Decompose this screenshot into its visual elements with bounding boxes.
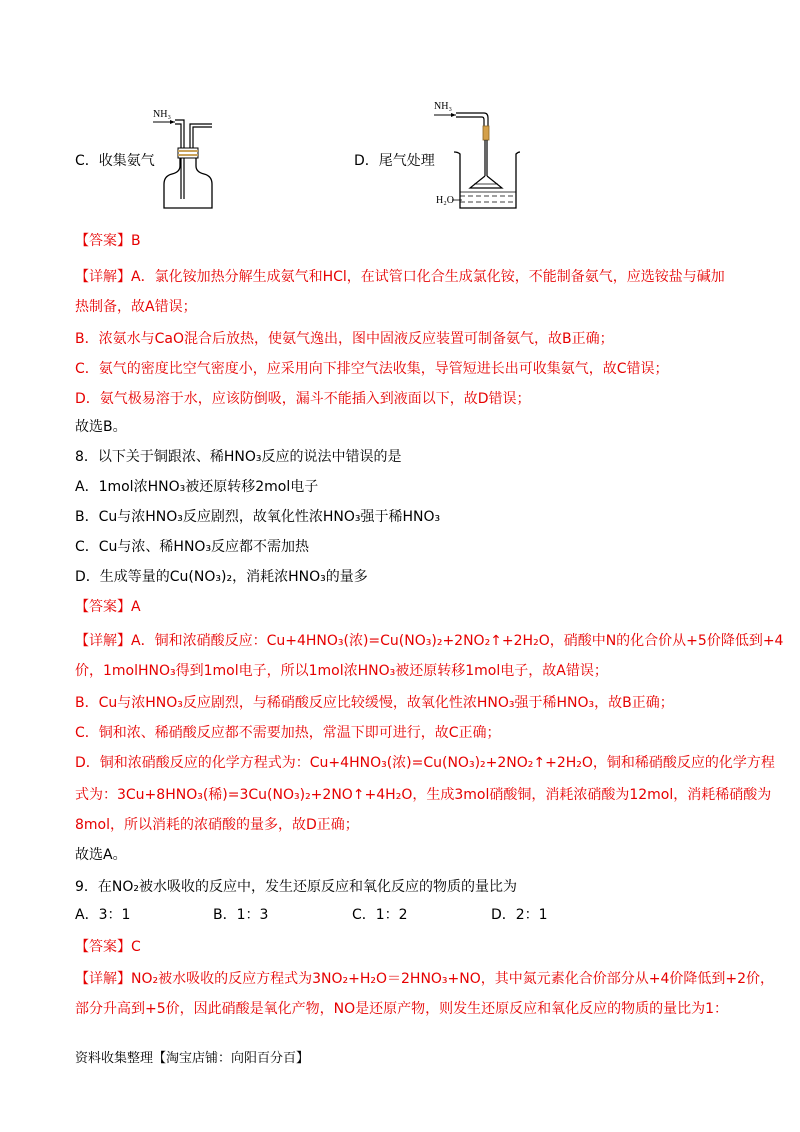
- detail-tag: 【详解】: [75, 971, 131, 987]
- detail-tag: 【详解】: [75, 269, 131, 285]
- q8-detail-line-2: 价，1molHNO₃得到1mol电子，所以1mol浓HNO₃被还原转移1mol电子，故A错误；: [75, 663, 608, 679]
- q9-detail-line-1: [75, 969, 774, 989]
- q8-detail-text-1: A．铜和浓硝酸反应：Cu+4HNO₃(浓)=Cu(NO₃)₂+2NO₂↑+2H₂O，硝酸中N的化合价从+5价降低到+4: [131, 633, 784, 649]
- q8-conclusion: 故选A。: [75, 847, 127, 863]
- q8-detail-line-7: 8mol，所以消耗的浓硝酸的量多，故D正确；: [75, 817, 359, 833]
- q8-answer: 【答案】A: [75, 599, 141, 615]
- page-footer: 资料收集整理【淘宝店铺：向阳百分百】: [75, 1051, 310, 1066]
- q8-option-d: D．生成等量的Cu(NO₃)₂，消耗浓HNO₃的量多: [75, 569, 368, 585]
- q8-detail-line-3: B．Cu与浓HNO₃反应剧烈，与稀硝酸反应比较缓慢，故氧化性浓HNO₃强于稀HNO₃，故B正确；: [75, 695, 674, 711]
- option-d-label: D．尾气处理: [354, 153, 435, 169]
- q9-option-b: B．1：3: [213, 907, 269, 923]
- q9-option-c: C．1：2: [352, 907, 408, 923]
- q7-detail-text-1: A．氯化铵加热分解生成氨气和HCl，在试管口化合生成氯化铵，不能制备氨气，应选铵盐与碱加: [131, 269, 725, 285]
- q8-stem: 8．以下关于铜跟浓、稀HNO₃反应的说法中错误的是: [75, 449, 402, 465]
- tail-gas-absorption-diagram: [430, 96, 520, 216]
- q9-answer: 【答案】C: [75, 939, 141, 955]
- q9-option-d: D．2：1: [491, 907, 548, 923]
- q8-option-a: A．1mol浓HNO₃被还原转移2mol电子: [75, 479, 319, 495]
- q7-detail-line-1: [75, 267, 725, 287]
- q9-stem: 9．在NO₂被水吸收的反应中，发生还原反应和氧化反应的物质的量比为: [75, 879, 518, 895]
- q7-answer: 【答案】B: [75, 233, 141, 249]
- q9-option-a: A．3：1: [75, 907, 131, 923]
- q8-option-b: B．Cu与浓HNO₃反应剧烈，故氧化性浓HNO₃强于稀HNO₃: [75, 509, 441, 525]
- q7-detail-line-2: 热制备，故A错误；: [75, 299, 197, 315]
- q9-detail-line-2: 部分升高到+5价，因此硝酸是氧化产物，NO是还原产物，则发生还原反应和氧化反应的物质的量比为1：: [75, 1001, 729, 1017]
- collection-bottle-diagram: [150, 104, 220, 216]
- water-label: H₂O: [436, 195, 454, 206]
- detail-tag: 【详解】: [75, 633, 131, 649]
- q8-detail-line-6: 式为：3Cu+8HNO₃(稀)=3Cu(NO₃)₂+2NO↑+4H₂O，生成3mol硝酸铜，消耗浓硝酸为12mol，消耗稀硝酸为: [75, 787, 772, 803]
- q8-detail-line-4: C．铜和浓、稀硝酸反应都不需要加热，常温下即可进行，故C正确；: [75, 725, 501, 741]
- nh3-label-c: NH₃: [153, 109, 171, 120]
- q7-detail-line-5: D．氨气极易溶于水，应该防倒吸，漏斗不能插入到液面以下，故D错误；: [75, 391, 531, 407]
- q8-detail-line-1: [75, 631, 783, 651]
- q7-detail-line-4: C．氨气的密度比空气密度小，应采用向下排空气法收集，导管短进长出可收集氨气，故C错误；: [75, 361, 669, 377]
- q7-detail-line-3: B．浓氨水与CaO混合后放热，使氨气逸出，图中固液反应装置可制备氨气，故B正确；: [75, 331, 614, 347]
- q9-detail-text-1: NO₂被水吸收的反应方程式为3NO₂+H₂O＝2HNO₃+NO，其中氮元素化合价部分从+4价降低到+2价，: [131, 971, 775, 987]
- option-c-label: C．收集氨气: [75, 153, 155, 169]
- nh3-label-d: NH₃: [434, 101, 452, 112]
- q8-detail-line-5: D．铜和浓硝酸反应的化学方程式为：Cu+4HNO₃(浓)=Cu(NO₃)₂+2NO₂↑+2H₂O，铜和稀硝酸反应的化学方程: [75, 755, 775, 771]
- q8-option-c: C．Cu与浓、稀HNO₃反应都不需加热: [75, 539, 310, 555]
- q7-conclusion: 故选B。: [75, 419, 127, 435]
